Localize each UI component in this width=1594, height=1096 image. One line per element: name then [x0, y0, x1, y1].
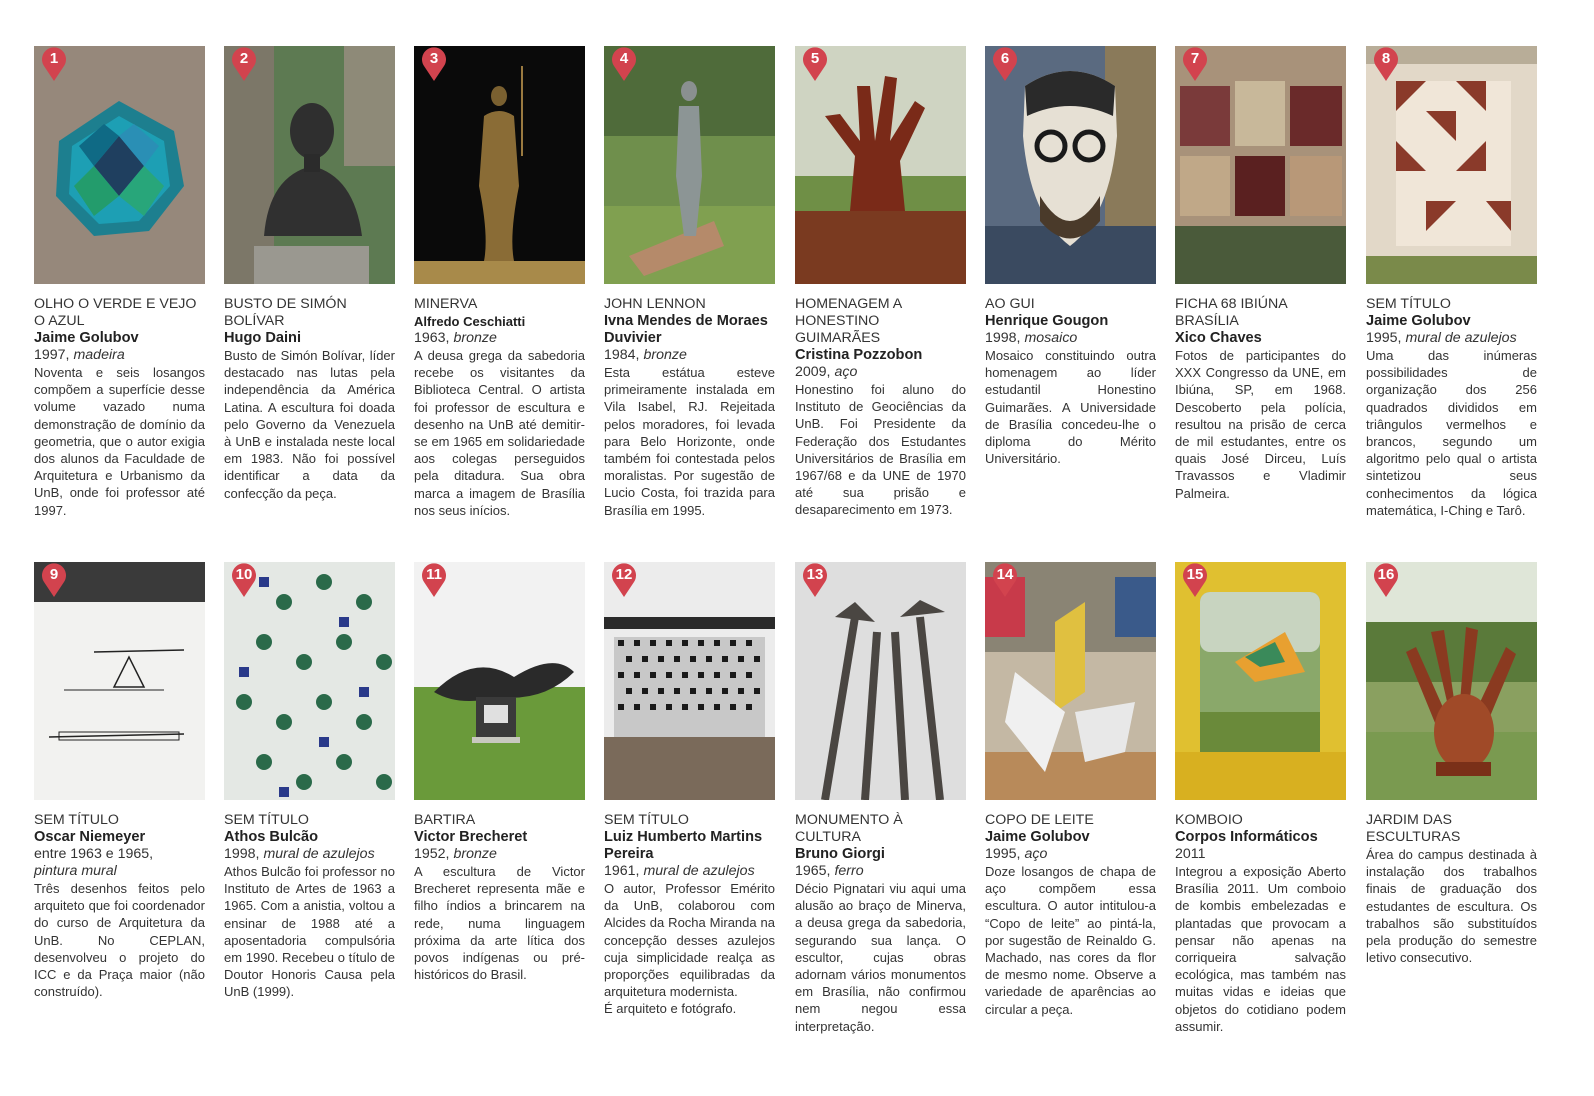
artwork-card-4 [604, 46, 775, 519]
artwork-photo-12 [604, 562, 775, 800]
artwork-card-12 [604, 562, 775, 1018]
artwork-card-5 [795, 46, 966, 519]
number-pin-icon: 2 [229, 46, 259, 82]
artwork-card-13 [795, 562, 966, 1035]
number-pin-icon: 12 [609, 562, 639, 598]
artwork-description: Integrou a exposição Aberto Brasília 2011. Um comboio de kombis embelezadas e plantadas que provocam a pensar não apenas na corriqueira salvação ecológica, mas também nas muitas vidas e ideias que objetos do cotidiano podem assumir. [1175, 864, 1346, 1034]
artwork-artist: Victor Brecheret [414, 829, 528, 845]
number-pin-icon: 8 [1371, 46, 1401, 82]
number-pin-icon: 16 [1371, 562, 1401, 598]
artwork-year: 1997, madeira [34, 347, 125, 363]
artwork-photo-8 [1366, 46, 1537, 284]
artwork-photo-11 [414, 562, 585, 800]
artwork-description: Noventa e seis losangos compõem a superfície desse volume vazado numa demonstração de domínio da geometria, que o autor exigia dos alunos da Faculdade de Arquitetura e Urbanismo da UnB, onde foi professor até 1997. [34, 365, 205, 518]
number-pin-icon: 14 [990, 562, 1020, 598]
number-pin-icon: 5 [800, 46, 830, 82]
number-pin-icon: 13 [800, 562, 830, 598]
number-pin-icon: 6 [990, 46, 1020, 82]
artwork-card-1 [34, 46, 205, 519]
artwork-extra-note: É arquiteto e fotógrafo. [604, 1001, 737, 1017]
artwork-card-10 [224, 562, 395, 1001]
artwork-photo-6 [985, 46, 1156, 284]
artwork-card-3 [414, 46, 585, 519]
artwork-card-16 [1366, 562, 1537, 966]
artworks-grid [34, 46, 1538, 1078]
artwork-artist: Hugo Daini [224, 330, 302, 346]
artwork-photo-3 [414, 46, 585, 284]
artwork-description: Décio Pignatari viu aqui uma alusão ao braço de Minerva, a deusa grega da sabedoria, segurando sua lança. O escultor, cujas obras adornam vários monumentos em Brasília, não confirmou nem negou essa interpretação. [795, 881, 966, 1034]
artwork-title: SEM TÍTULO [34, 812, 119, 828]
artwork-photo-9 [34, 562, 205, 800]
artwork-year: 1995, mural de azulejos [1366, 330, 1517, 346]
artwork-year: entre 1963 e 1965, [34, 846, 154, 862]
artwork-title: OLHO O VERDE E VEJO O AZUL [34, 296, 197, 329]
artwork-description: Área do campus destinada à instalação dos trabalhos finais de graduação dos estudantes de escultura. Os trabalhos são substituídos pela produção do semestre letivo consecutivo. [1366, 847, 1537, 966]
artwork-artist: Cristina Pozzobon [795, 347, 923, 363]
artwork-year: 1984, bronze [604, 347, 687, 363]
artwork-photo-7 [1175, 46, 1346, 284]
artwork-title: JARDIM DAS ESCULTURAS [1366, 812, 1461, 845]
artwork-year: 1965, ferro [795, 863, 864, 879]
artwork-card-2 [224, 46, 395, 502]
artwork-artist: Xico Chaves [1175, 330, 1262, 346]
artwork-artist: Oscar Niemeyer [34, 829, 146, 845]
artwork-title: COPO DE LEITE [985, 812, 1094, 828]
number-pin-icon: 4 [609, 46, 639, 82]
artwork-photo-1 [34, 46, 205, 284]
artwork-photo-5 [795, 46, 966, 284]
artwork-year: 2011 [1175, 846, 1206, 862]
number-pin-icon: 3 [419, 46, 449, 82]
artwork-photo-4 [604, 46, 775, 284]
artwork-photo-10 [224, 562, 395, 800]
artwork-artist: Corpos Informáticos [1175, 829, 1318, 845]
artwork-medium: pintura mural [34, 863, 117, 879]
artwork-year: 1952, bronze [414, 846, 497, 862]
artwork-card-15 [1175, 562, 1346, 1035]
artwork-card-9 [34, 562, 205, 1000]
artwork-artist: Jaime Golubov [1366, 313, 1471, 329]
artwork-title: SEM TÍTULO [1366, 296, 1451, 312]
artwork-description: A escultura de Victor Brecheret representa mãe e filho índios a brincarem na rede, numa linguagem próxima da arte lítica dos povos indígenas ou pré-históricos do Brasil. [414, 864, 585, 983]
artwork-photo-15 [1175, 562, 1346, 800]
artwork-card-7 [1175, 46, 1346, 502]
artwork-title: JOHN LENNON [604, 296, 706, 312]
artwork-artist: Jaime Golubov [985, 829, 1090, 845]
artwork-description: A deusa grega da sabedoria recebe os visitantes da Biblioteca Central. O artista foi professor de escultura e desenho na UnB até demitir-se em 1965 em solidariedade aos colegas perseguidos pela ditadura. Sua obra marca a imagem de Brasília nos seus inícios. [414, 348, 585, 518]
artwork-photo-14 [985, 562, 1156, 800]
artwork-title: MONUMENTO À CULTURA [795, 812, 903, 845]
artwork-photo-16 [1366, 562, 1537, 800]
number-pin-icon: 10 [229, 562, 259, 598]
artwork-card-6 [985, 46, 1156, 467]
artwork-description: Fotos de participantes do XXX Congresso da UNE, em Ibiúna, SP, em 1968. Descoberto pela polícia, resultou na prisão de cerca de mil estudantes, entre os quais José Dirceu, Luís Travassos e Vladimir Palmeira. [1175, 348, 1346, 501]
artwork-card-14 [985, 562, 1156, 1018]
artwork-title: BARTIRA [414, 812, 476, 828]
artwork-title: SEM TÍTULO [604, 812, 689, 828]
number-pin-icon: 7 [1180, 46, 1210, 82]
artwork-description: Mosaico constituindo outra homenagem ao líder estudantil Honestino Guimarães. A Universidade de Brasília concedeu-lhe o diploma do Mérito Universitário. [985, 348, 1156, 467]
artwork-title: SEM TÍTULO [224, 812, 309, 828]
row-1 [34, 46, 1538, 562]
artwork-description: Busto de Simón Bolívar, líder destacado nas lutas pela independência da América Latina. A escultura foi doada pelo Governo da Venezuela à UnB e instalada neste local em 1983. Não foi possível identificar a data da confecção da peça. [224, 348, 395, 501]
artwork-description: Honestino foi aluno do Instituto de Geociências da UnB. Foi Presidente da Federação dos Estudantes Universitários de Brasília em 1967/68 e da UNE de 1970 até sua prisão e desaparecimento em 1973. [795, 382, 966, 518]
artwork-title: KOMBOIO [1175, 812, 1243, 828]
artwork-description: O autor, Professor Emérito da UnB, colaborou com Alcides da Rocha Miranda na concepção desses azulejos cuja simplicidade realça as proporções equilibradas da arquitetura modernista. [604, 881, 775, 1000]
artwork-year: 1961, mural de azulejos [604, 863, 755, 879]
artwork-title: HOMENAGEM A HONESTINO GUIMARÃES [795, 296, 902, 346]
artwork-description: Esta estátua esteve primeiramente instalada em Vila Isabel, RJ. Rejeitada pelos moradores, foi levada para Belo Horizonte, onde também foi contestada pelos moralistas. Por sugestão de Lucio Costa, foi trazida para Brasília em 1995. [604, 365, 775, 518]
artwork-card-11 [414, 562, 585, 983]
artwork-year: 1995, aço [985, 846, 1048, 862]
row-2 [34, 562, 1538, 1078]
number-pin-icon: 15 [1180, 562, 1210, 598]
artwork-description: Athos Bulcão foi professor no Instituto de Artes de 1963 a 1965. Com a anistia, voltou a ensinar de 1988 até a aposentadoria compulsória em 1990. Recebeu o título de Doutor Honoris Causa pela UnB (1999). [224, 864, 395, 1000]
artwork-artist: Alfredo Ceschiatti [414, 314, 526, 329]
artwork-description: Uma das inúmeras possibilidades de organização dos 256 quadrados divididos em triângulos vermelhos e brancos, segundo um algoritmo pelo qual o artista sintetizou seus conhecimentos da lógica matemática, I-Ching e Tarô. [1366, 348, 1537, 518]
artwork-artist: Athos Bulcão [224, 829, 319, 845]
artwork-card-8 [1366, 46, 1537, 519]
artwork-description: Doze losangos de chapa de aço compõem essa escultura. O autor intitulou-a “Copo de leite” ao pintá-la, por sugestão de Reinaldo G. Machado, nas cores da flor de mesmo nome. Observe a variedade de aparências ao circular a peça. [985, 864, 1156, 1017]
artwork-artist: Henrique Gougon [985, 313, 1109, 329]
artwork-year: 1998, mural de azulejos [224, 846, 375, 862]
artwork-title: MINERVA [414, 296, 478, 312]
artwork-title: BUSTO DE SIMÓN BOLÍVAR [224, 296, 347, 329]
artwork-photo-2 [224, 46, 395, 284]
number-pin-icon: 1 [39, 46, 69, 82]
number-pin-icon: 9 [39, 562, 69, 598]
artwork-artist: Jaime Golubov [34, 330, 139, 346]
artwork-year: 2009, aço [795, 364, 858, 380]
artwork-artist: Luiz Humberto Martins Pereira [604, 829, 763, 862]
number-pin-icon: 11 [419, 562, 449, 598]
artwork-photo-13 [795, 562, 966, 800]
artwork-artist: Bruno Giorgi [795, 846, 885, 862]
artwork-description: Três desenhos feitos pelo arquiteto que foi coordenador do curso de Arquitetura da UnB. No CEPLAN, desenvolveu o projeto do ICC e da Praça maior (não construído). [34, 881, 205, 1000]
artwork-title: AO GUI [985, 296, 1035, 312]
artwork-title: FICHA 68 IBIÚNA BRASÍLIA [1175, 296, 1287, 329]
artwork-artist: Ivna Mendes de Moraes Duvivier [604, 313, 768, 346]
artwork-year: 1963, bronze [414, 330, 497, 346]
artwork-year: 1998, mosaico [985, 330, 1078, 346]
